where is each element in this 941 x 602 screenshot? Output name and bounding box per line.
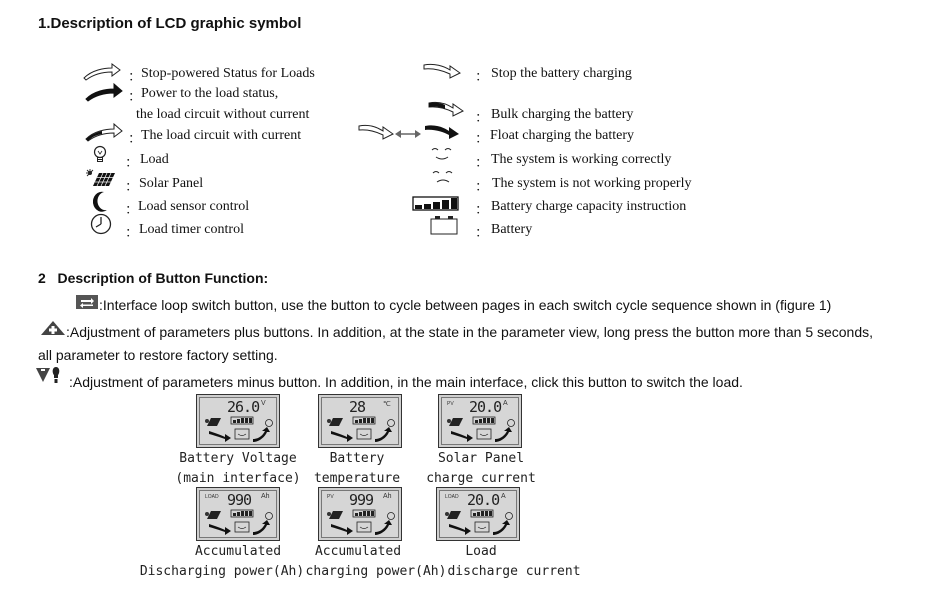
colon: ： — [475, 180, 489, 195]
symbol-label-solar-panel: Solar Panel — [139, 176, 204, 191]
lcd-caption-line1: Battery Voltage — [179, 451, 297, 466]
lcd-value: 999 — [349, 491, 374, 509]
colon: ： — [125, 180, 139, 195]
lcd-icons — [443, 415, 519, 445]
symbol-label-bulk-charging: Bulk charging the battery — [491, 107, 634, 122]
symbol-label-working-correctly: The system is working correctly — [491, 152, 672, 167]
lcd-unit: ℃ — [383, 401, 391, 408]
lcd-unit: Ah — [261, 493, 270, 500]
arrow-solid-icon — [84, 82, 124, 102]
symbol-label-stop-powered: Stop-powered Status for Loads — [141, 66, 315, 81]
colon: ： — [128, 70, 142, 85]
solar-panel-icon — [85, 168, 117, 188]
lcd-unit: Ah — [383, 493, 392, 500]
lcd-icons — [201, 415, 277, 445]
battery-icon — [430, 215, 458, 235]
symbol-label-with-current: The load circuit with current — [141, 128, 302, 143]
section1-title: 1.Description of LCD graphic symbol — [38, 15, 302, 32]
lcd-tag: PV — [447, 401, 454, 407]
colon: ： — [125, 156, 139, 171]
lcd-tag: LOAD — [205, 494, 219, 500]
colon: ： — [128, 132, 142, 147]
lcd-caption-line1: Accumulated — [194, 544, 282, 559]
lcd-unit: A — [501, 493, 506, 500]
minus-button-icon[interactable] — [35, 366, 65, 386]
lcd-caption-line2: charging power(Ah) — [305, 564, 447, 579]
symbol-label-no-current: the load circuit without current — [136, 107, 310, 122]
lcd-caption-line2: (main interface) — [175, 471, 301, 486]
symbol-label-load: Load — [140, 152, 169, 167]
colon: ： — [125, 226, 139, 241]
symbol-label-stop-charging: Stop the battery charging — [491, 66, 632, 81]
lcd-caption-line1: Battery — [329, 451, 385, 466]
lcd-screen — [196, 487, 280, 541]
clock-icon — [90, 213, 112, 235]
lcd-screen — [436, 487, 520, 541]
frown-face-icon — [431, 169, 455, 185]
lcd-screen — [438, 394, 522, 448]
lcd-caption-line1: Load — [465, 544, 497, 559]
charge-arrow-float-icon — [357, 120, 465, 144]
switch-button-icon[interactable] — [76, 295, 98, 309]
battery-bars-icon — [412, 196, 460, 212]
symbol-label-sensor: Load sensor control — [138, 199, 250, 214]
symbol-label-not-working: The system is not working properly — [492, 176, 692, 191]
section2-title: 2 Description of Button Function: — [38, 270, 269, 286]
bulb-icon — [92, 145, 108, 165]
charge-arrow-outline-icon — [422, 60, 462, 82]
symbol-label-battery: Battery — [491, 222, 533, 237]
lcd-caption-line1: Accumulated — [314, 544, 402, 559]
colon: ： — [475, 203, 489, 218]
plus-button-description-cont: all parameter to restore factory setting. — [38, 347, 278, 363]
colon: ： — [475, 226, 489, 241]
lcd-icons — [323, 508, 399, 538]
lcd-value: 20.0 — [467, 491, 500, 509]
lcd-caption-line2: Discharging power(Ah) — [139, 564, 305, 579]
lcd-caption-line2: charge current — [426, 471, 536, 486]
smile-face-icon — [430, 146, 454, 162]
symbol-label-float-charging: Float charging the battery — [490, 128, 634, 143]
lcd-caption-line2: temperature — [313, 471, 401, 486]
lcd-value: 28 — [349, 398, 366, 416]
colon: ： — [125, 203, 139, 218]
colon: ： — [475, 111, 489, 126]
lcd-value: 990 — [227, 491, 252, 509]
minus-button-description: :Adjustment of parameters minus button. In addition, in the main interface, click this button to switch the load. — [69, 374, 743, 390]
lcd-caption-line1: Solar Panel — [437, 451, 525, 466]
lcd-unit: V — [261, 400, 266, 407]
lcd-screen — [196, 394, 280, 448]
plus-button-description: :Adjustment of parameters plus buttons. In addition, at the state in the parameter view, long press the button more than 5 seconds, — [66, 324, 874, 340]
lcd-icons — [323, 415, 399, 445]
symbol-label-capacity: Battery charge capacity instruction — [491, 199, 687, 214]
moon-icon — [93, 191, 109, 213]
arrow-outline-icon — [82, 62, 122, 82]
symbol-label-timer: Load timer control — [139, 222, 244, 237]
lcd-caption-line2: discharge current — [447, 564, 581, 579]
lcd-screen — [318, 394, 402, 448]
lcd-value: 20.0 — [469, 398, 502, 416]
plus-button-icon[interactable] — [40, 320, 66, 336]
lcd-unit: A — [503, 400, 508, 407]
lcd-tag: LOAD — [445, 494, 459, 500]
charge-arrow-bulk-icon — [427, 98, 465, 120]
lcd-screen — [318, 487, 402, 541]
colon: ： — [475, 156, 489, 171]
arrow-half-icon — [84, 122, 124, 142]
lcd-value: 26.0 — [227, 398, 260, 416]
lcd-tag: PV — [327, 494, 334, 500]
lcd-icons — [441, 508, 517, 538]
colon: ： — [475, 132, 489, 147]
symbol-label-power-to-load: Power to the load status, — [141, 86, 279, 101]
switch-button-description: :Interface loop switch button, use the button to cycle between pages in each switch cycle sequence shown in (figure 1) — [99, 297, 832, 313]
colon: ： — [475, 70, 489, 85]
colon: ： — [128, 90, 142, 105]
lcd-icons — [201, 508, 277, 538]
